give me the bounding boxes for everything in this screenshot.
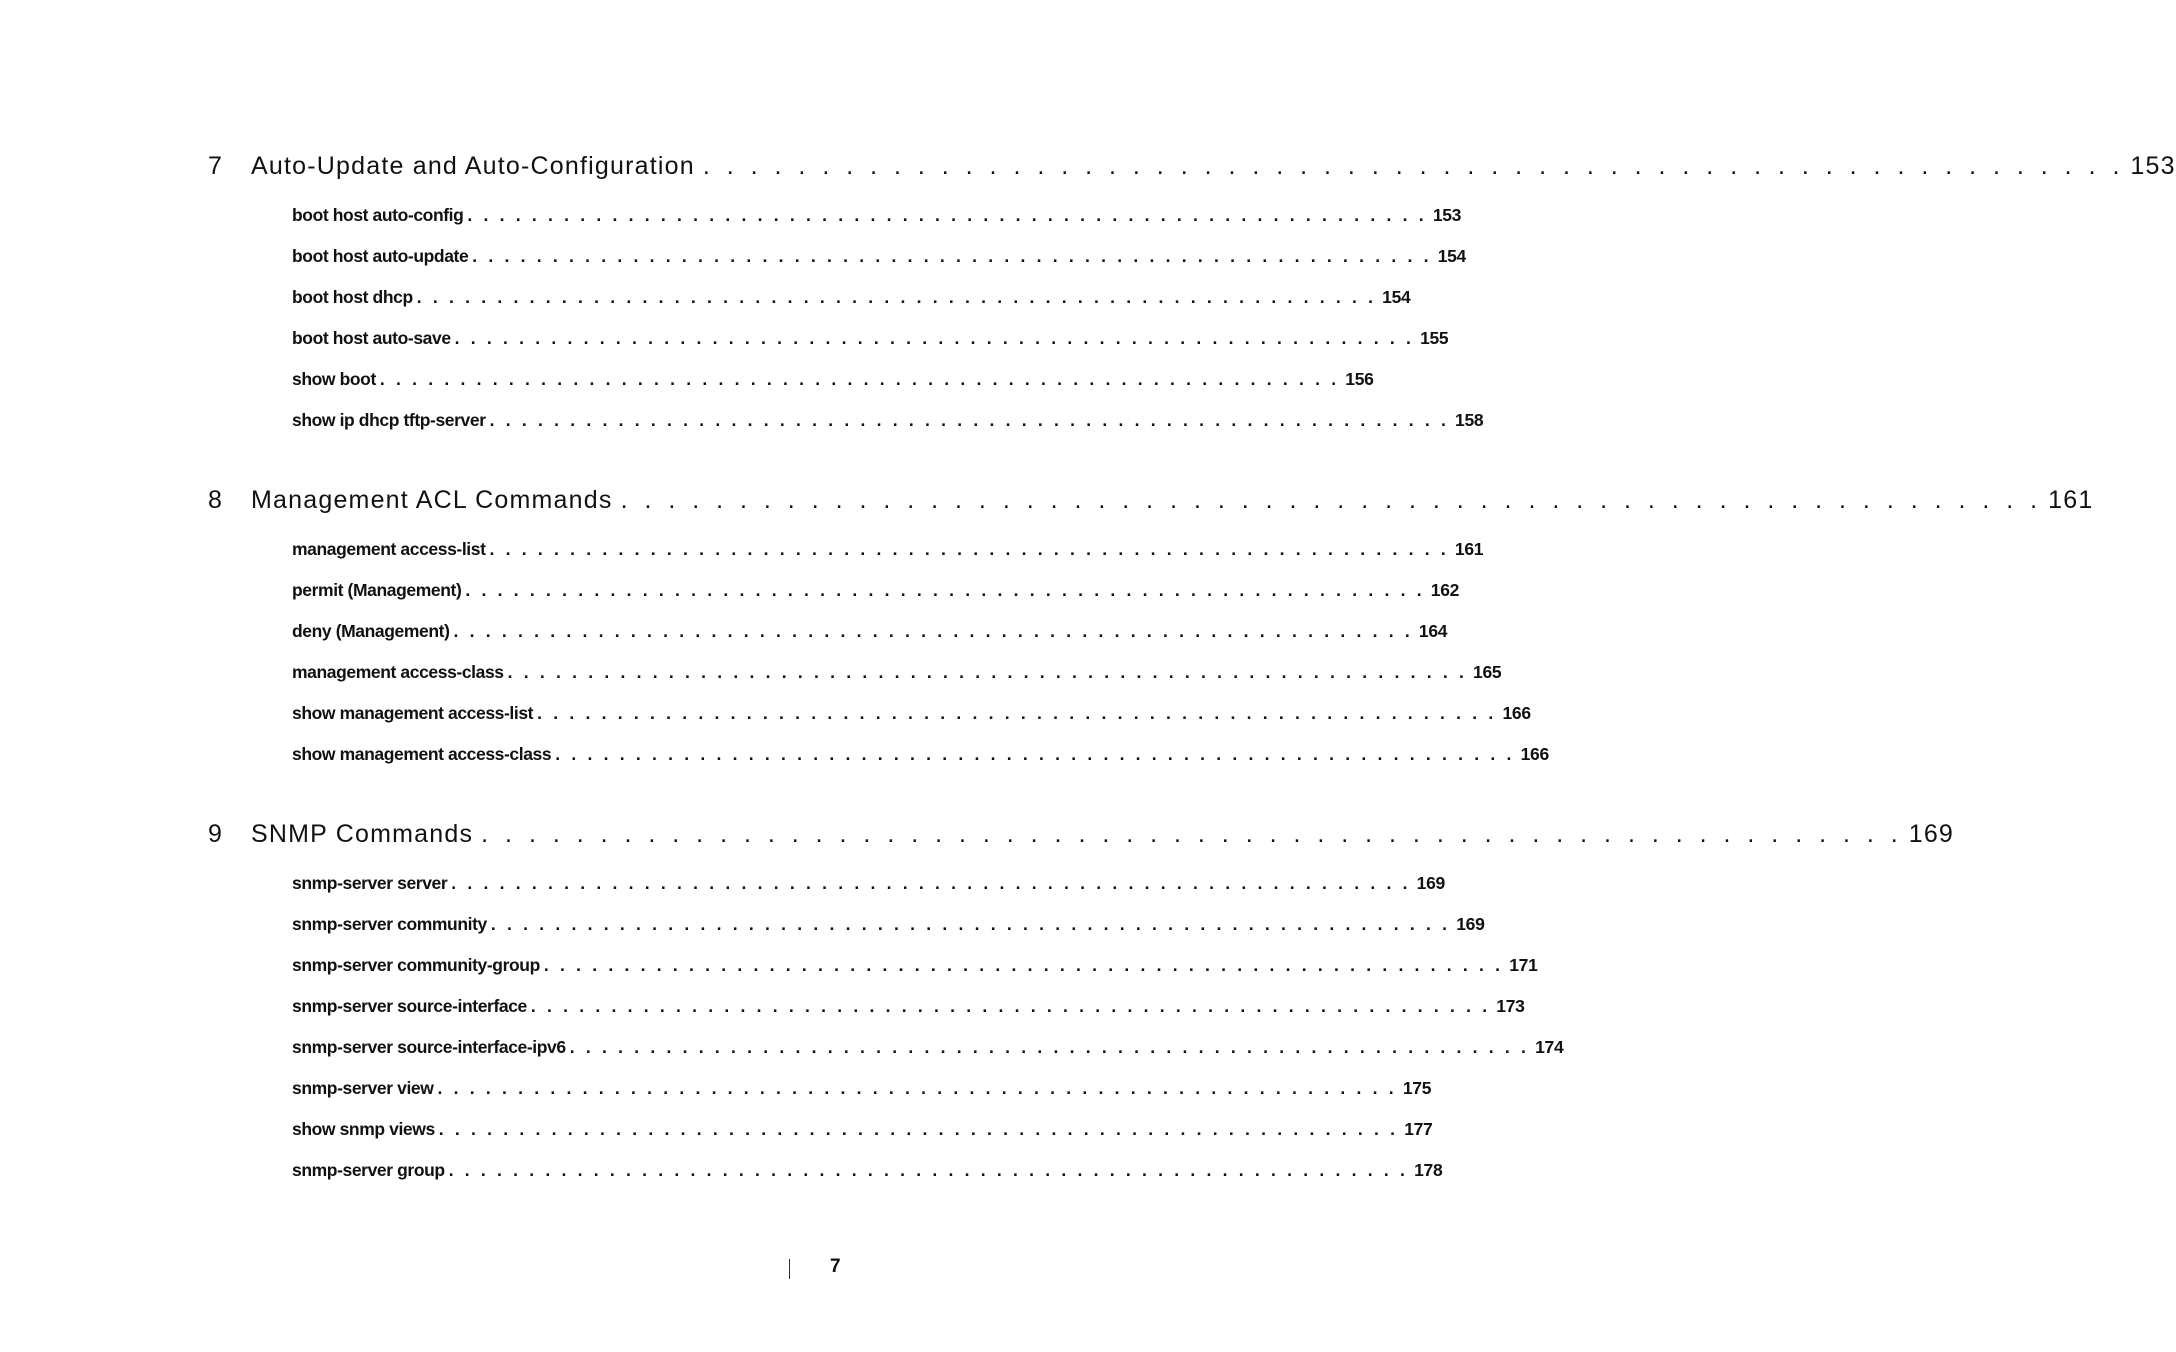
toc-entry[interactable] xyxy=(292,1078,1432,1102)
entry-title: snmp-server community-group xyxy=(292,955,540,975)
toc-entry[interactable] xyxy=(292,1119,1433,1143)
entry-page: 158 xyxy=(1455,410,1484,430)
dot-leader: . . . . . . . . . . . . . . . . . . . . . . . . . . . . . . . . . . . . . . . . . . . . . . . . . . . . . . . . . . . . xyxy=(702,152,2125,180)
chapter-heading[interactable] xyxy=(208,486,2094,520)
entry-title: show management access-list xyxy=(292,703,534,723)
dot-leader: . . . . . . . . . . . . . . . . . . . . . . . . . . . . . . . . . . . . . . . . . . . . . . . . . . . . . . . . . . . . xyxy=(555,744,1515,764)
entry-title: show snmp views xyxy=(292,1119,435,1139)
entry-page: 153 xyxy=(1432,205,1462,225)
entry-title: boot host auto-update xyxy=(292,246,469,266)
toc-entry[interactable] xyxy=(292,744,1549,768)
toc-entry[interactable] xyxy=(292,205,1462,229)
chapter-heading[interactable] xyxy=(208,152,2176,186)
dot-leader: . . . . . . . . . . . . . . . . . . . . . . . . . . . . . . . . . . . . . . . . . . . . . . . . . . . . . . . . . . . . xyxy=(481,820,1903,848)
dot-leader: . . . . . . . . . . . . . . . . . . . . . . . . . . . . . . . . . . . . . . . . . . . . . . . . . . . . . . . . . . . . xyxy=(507,662,1468,682)
dot-leader: . . . . . . . . . . . . . . . . . . . . . . . . . . . . . . . . . . . . . . . . . . . . . . . . . . . . . . . . . . . . xyxy=(379,369,1340,389)
page-number: 7 xyxy=(830,1256,841,1277)
dot-leader: . . . . . . . . . . . . . . . . . . . . . . . . . . . . . . . . . . . . . . . . . . . . . . . . . . . . . . . . . . . . xyxy=(489,410,1450,430)
dot-leader: . . . . . . . . . . . . . . . . . . . . . . . . . . . . . . . . . . . . . . . . . . . . . . . . . . . . . . . . . . . . xyxy=(453,621,1413,641)
entry-title: snmp-server community xyxy=(292,914,487,934)
chapter-number: 9 xyxy=(208,820,224,848)
footer-divider xyxy=(789,1259,790,1279)
entry-title: snmp-server view xyxy=(292,1078,434,1098)
toc-entry[interactable] xyxy=(292,662,1502,686)
dot-leader: . . . . . . . . . . . . . . . . . . . . . . . . . . . . . . . . . . . . . . . . . . . . . . . . . . . . . . . . . . . . xyxy=(472,246,1432,266)
dot-leader: . . . . . . . . . . . . . . . . . . . . . . . . . . . . . . . . . . . . . . . . . . . . . . . . . . . . . . . . . . . . xyxy=(530,996,1491,1016)
entry-title: show management access-class xyxy=(292,744,552,764)
entry-title: management access-list xyxy=(292,539,486,559)
entry-title: permit (Management) xyxy=(292,580,462,600)
entry-title: deny (Management) xyxy=(292,621,450,641)
entry-title: boot host dhcp xyxy=(292,287,413,307)
dot-leader: . . . . . . . . . . . . . . . . . . . . . . . . . . . . . . . . . . . . . . . . . . . . . . . . . . . . . . . . . . . . xyxy=(465,580,1425,600)
toc-entry[interactable] xyxy=(292,287,1411,311)
toc-entry[interactable] xyxy=(292,996,1525,1020)
dot-leader: . . . . . . . . . . . . . . . . . . . . . . . . . . . . . . . . . . . . . . . . . . . . . . . . . . . . . . . . . . . . xyxy=(467,205,1427,225)
toc-entry[interactable] xyxy=(292,369,1374,393)
dot-leader: . . . . . . . . . . . . . . . . . . . . . . . . . . . . . . . . . . . . . . . . . . . . . . . . . . . . . . . . . . . . xyxy=(438,1119,1399,1139)
entry-title: management access-class xyxy=(292,662,504,682)
dot-leader: . . . . . . . . . . . . . . . . . . . . . . . . . . . . . . . . . . . . . . . . . . . . . . . . . . . . . . . . . . . . xyxy=(448,1160,1409,1180)
entry-title: snmp-server source-interface-ipv6 xyxy=(292,1037,566,1057)
entry-title: snmp-server server xyxy=(292,873,448,893)
toc-entry[interactable] xyxy=(292,1037,1564,1061)
chapter-heading[interactable] xyxy=(208,820,1955,854)
entry-page: 178 xyxy=(1414,1160,1443,1180)
chapter-number: 8 xyxy=(208,486,224,514)
entry-title: boot host auto-save xyxy=(292,328,451,348)
dot-leader: . . . . . . . . . . . . . . . . . . . . . . . . . . . . . . . . . . . . . . . . . . . . . . . . . . . . . . . . . . . . xyxy=(490,914,1451,934)
toc-entry[interactable] xyxy=(292,539,1484,563)
dot-leader: . . . . . . . . . . . . . . . . . . . . . . . . . . . . . . . . . . . . . . . . . . . . . . . . . . . . . . . . . . . . xyxy=(437,1078,1397,1098)
chapter-page: 169 xyxy=(1908,820,1955,848)
entry-page: 166 xyxy=(1520,744,1549,764)
entry-page: 175 xyxy=(1402,1078,1432,1098)
entry-page: 171 xyxy=(1509,955,1538,975)
dot-leader: . . . . . . . . . . . . . . . . . . . . . . . . . . . . . . . . . . . . . . . . . . . . . . . . . . . . . . . . . . . . xyxy=(416,287,1377,307)
entry-page: 166 xyxy=(1502,703,1531,723)
dot-leader: . . . . . . . . . . . . . . . . . . . . . . . . . . . . . . . . . . . . . . . . . . . . . . . . . . . . . . . . . . . . xyxy=(543,955,1504,975)
entry-page: 174 xyxy=(1535,1037,1564,1057)
entry-page: 154 xyxy=(1382,287,1411,307)
toc-entry[interactable] xyxy=(292,410,1484,434)
entry-title: boot host auto-config xyxy=(292,205,464,225)
entry-page: 169 xyxy=(1456,914,1485,934)
toc-entry[interactable] xyxy=(292,703,1531,727)
dot-leader: . . . . . . . . . . . . . . . . . . . . . . . . . . . . . . . . . . . . . . . . . . . . . . . . . . . . . . . . . . . . xyxy=(454,328,1415,348)
entry-page: 169 xyxy=(1416,873,1445,893)
chapter-title: SNMP Commands xyxy=(251,820,474,848)
entry-page: 155 xyxy=(1420,328,1449,348)
toc-entry[interactable] xyxy=(292,580,1460,604)
entry-title: show boot xyxy=(292,369,376,389)
entry-page: 177 xyxy=(1404,1119,1433,1139)
entry-page: 161 xyxy=(1454,539,1484,559)
chapter-title: Auto-Update and Auto-Configuration xyxy=(251,152,695,180)
toc-entry[interactable] xyxy=(292,873,1445,897)
entry-page: 164 xyxy=(1418,621,1448,641)
toc-entry[interactable] xyxy=(292,1160,1443,1184)
dot-leader: . . . . . . . . . . . . . . . . . . . . . . . . . . . . . . . . . . . . . . . . . . . . . . . . . . . . . . . . . . . . xyxy=(537,703,1497,723)
chapter-title: Management ACL Commands xyxy=(251,486,613,514)
dot-leader: . . . . . . . . . . . . . . . . . . . . . . . . . . . . . . . . . . . . . . . . . . . . . . . . . . . . . . . . . . . . xyxy=(620,486,2043,514)
chapter-page: 161 xyxy=(2048,486,2094,514)
chapter-number: 7 xyxy=(208,152,224,180)
dot-leader: . . . . . . . . . . . . . . . . . . . . . . . . . . . . . . . . . . . . . . . . . . . . . . . . . . . . . . . . . . . . xyxy=(569,1037,1530,1057)
toc-entry[interactable] xyxy=(292,328,1449,352)
toc-entry[interactable] xyxy=(292,246,1466,270)
entry-page: 154 xyxy=(1437,246,1466,266)
toc-entry[interactable] xyxy=(292,914,1485,938)
entry-page: 156 xyxy=(1345,369,1374,389)
entry-title: snmp-server group xyxy=(292,1160,445,1180)
dot-leader: . . . . . . . . . . . . . . . . . . . . . . . . . . . . . . . . . . . . . . . . . . . . . . . . . . . . . . . . . . . . xyxy=(451,873,1411,893)
entry-title: snmp-server source-interface xyxy=(292,996,527,1016)
entry-title: show ip dhcp tftp-server xyxy=(292,410,486,430)
chapter-page: 153 xyxy=(2130,152,2176,180)
entry-page: 165 xyxy=(1473,662,1502,682)
toc-entry[interactable] xyxy=(292,621,1448,645)
entry-page: 162 xyxy=(1430,580,1460,600)
toc-entry[interactable] xyxy=(292,955,1538,979)
dot-leader: . . . . . . . . . . . . . . . . . . . . . . . . . . . . . . . . . . . . . . . . . . . . . . . . . . . . . . . . . . . . xyxy=(489,539,1449,559)
entry-page: 173 xyxy=(1496,996,1525,1016)
